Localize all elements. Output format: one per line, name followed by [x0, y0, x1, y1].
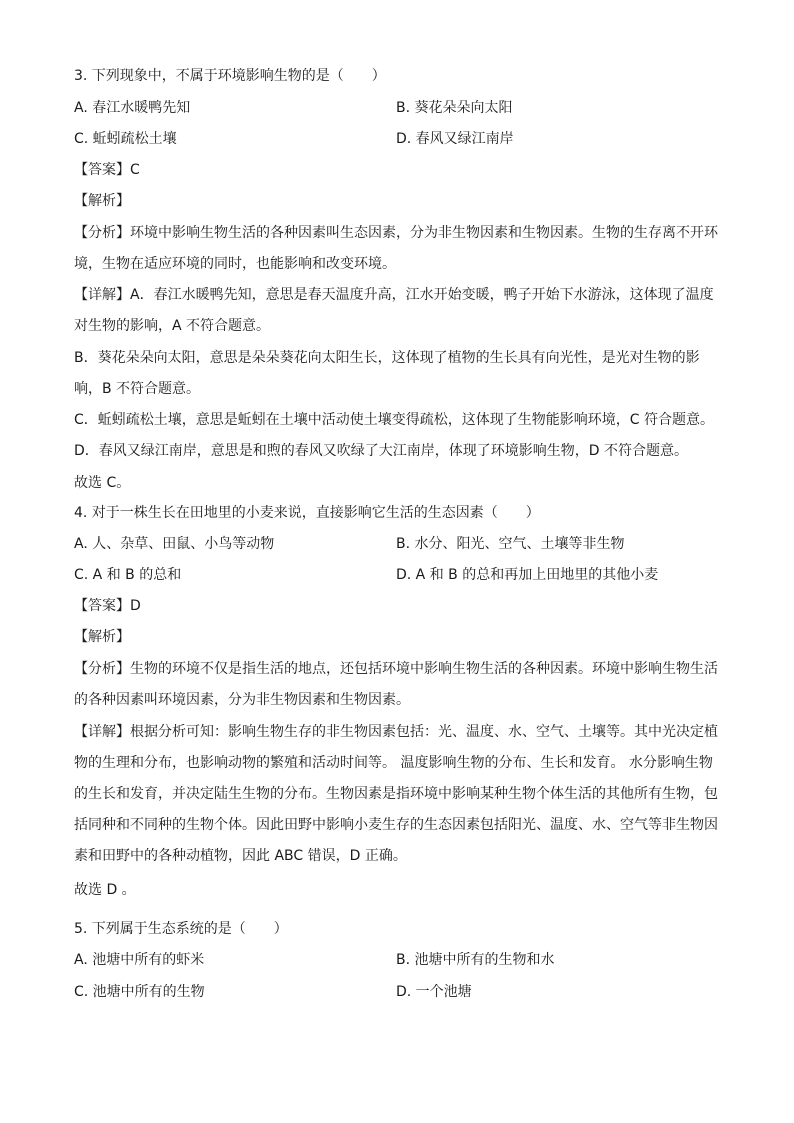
- q4-option-c: C. A 和 B 的总和: [74, 567, 182, 583]
- q3-xiangjie-line-5: C．蚯蚓疏松土壤，意思是蚯蚓在土壤中活动使土壤变得疏松，这体现了生物能影响环境，C 符合题意。: [74, 412, 714, 428]
- q5-stem: 5. 下列属于生态系统的是（ ）: [74, 921, 288, 937]
- q5-option-c: C. 池塘中所有的生物: [74, 984, 205, 1000]
- q5-option-a: A. 池塘中所有的虾米: [74, 952, 205, 968]
- q4-fenxi-line-2: 的各种因素叫环境因素，分为非生物因素和生物因素。: [74, 692, 410, 708]
- q3-fenxi-line-1: 【分析】环境中影响生物生活的各种因素叫生态因素，分为非生物因素和生物因素。生物的生存离不开环: [74, 225, 718, 241]
- q5-option-b: B. 池塘中所有的生物和水: [396, 952, 555, 968]
- q4-option-a: A. 人、杂草、田鼠、小鸟等动物: [74, 536, 275, 552]
- q3-option-c: C. 蚯蚓疏松土壤: [74, 131, 177, 147]
- q3-option-a: A. 春江水暖鸭先知: [74, 100, 191, 116]
- q4-conclusion: 故选 D 。: [74, 882, 136, 898]
- q4-option-b: B. 水分、阳光、空气、土壤等非生物: [396, 536, 625, 552]
- q4-xiangjie-line-5: 素和田野中的各种动植物，因此 ABC 错误，D 正确。: [74, 848, 407, 864]
- q4-analysis-label: 【解析】: [74, 629, 130, 645]
- q3-xiangjie-line-6: D．春风又绿江南岸，意思是和煦的春风又吹绿了大江南岸，体现了环境影响生物，D 不符合题意。: [74, 443, 689, 459]
- q3-xiangjie-line-2: 对生物的影响，A 不符合题意。: [74, 318, 271, 334]
- q3-stem: 3. 下列现象中，不属于环境影响生物的是（ ）: [74, 68, 386, 84]
- q3-option-d: D. 春风又绿江南岸: [396, 131, 514, 147]
- q3-xiangjie-line-3: B．葵花朵朵向太阳，意思是朵朵葵花向太阳生长，这体现了植物的生长具有向光性，是光对生物的影: [74, 350, 700, 366]
- q3-analysis-label: 【解析】: [74, 193, 130, 209]
- q4-option-d: D. A 和 B 的总和再加上田地里的其他小麦: [396, 567, 659, 583]
- q4-xiangjie-line-2: 物的生理和分布，也影响动物的繁殖和活动时间等。 温度影响生物的分布、生长和发育。 水分影响生物: [74, 755, 713, 771]
- q3-option-b: B. 葵花朵朵向太阳: [396, 100, 513, 116]
- q3-answer: 【答案】C: [74, 162, 140, 178]
- q4-xiangjie-line-4: 括同种和不同种的生物个体。因此田野中影响小麦生存的生态因素包括阳光、温度、水、空气等非生物因: [74, 817, 718, 833]
- q5-option-d: D. 一个池塘: [396, 984, 472, 1000]
- q4-xiangjie-line-1: 【详解】根据分析可知：影响生物生存的非生物因素包括：光、温度、水、空气、土壤等。其中光决定植: [74, 724, 718, 740]
- q3-conclusion: 故选 C。: [74, 475, 131, 491]
- q4-xiangjie-line-3: 的生长和发育，并决定陆生生物的分布。生物因素是指环境中影响某种生物个体生活的其他所有生物，包: [74, 786, 718, 802]
- q4-answer: 【答案】D: [74, 598, 141, 614]
- q4-fenxi-line-1: 【分析】生物的环境不仅是指生活的地点，还包括环境中影响生物生活的各种因素。环境中影响生物生活: [74, 661, 718, 677]
- q3-xiangjie-line-4: 响，B 不符合题意。: [74, 381, 201, 397]
- q4-stem: 4. 对于一株生长在田地里的小麦来说，直接影响它生活的生态因素（ ）: [74, 505, 540, 521]
- q3-xiangjie-line-1: 【详解】A．春江水暖鸭先知，意思是春天温度升高，江水开始变暖，鸭子开始下水游泳，这体现了温度: [74, 287, 714, 303]
- q3-fenxi-line-2: 境，生物在适应环境的同时，也能影响和改变环境。: [74, 256, 396, 272]
